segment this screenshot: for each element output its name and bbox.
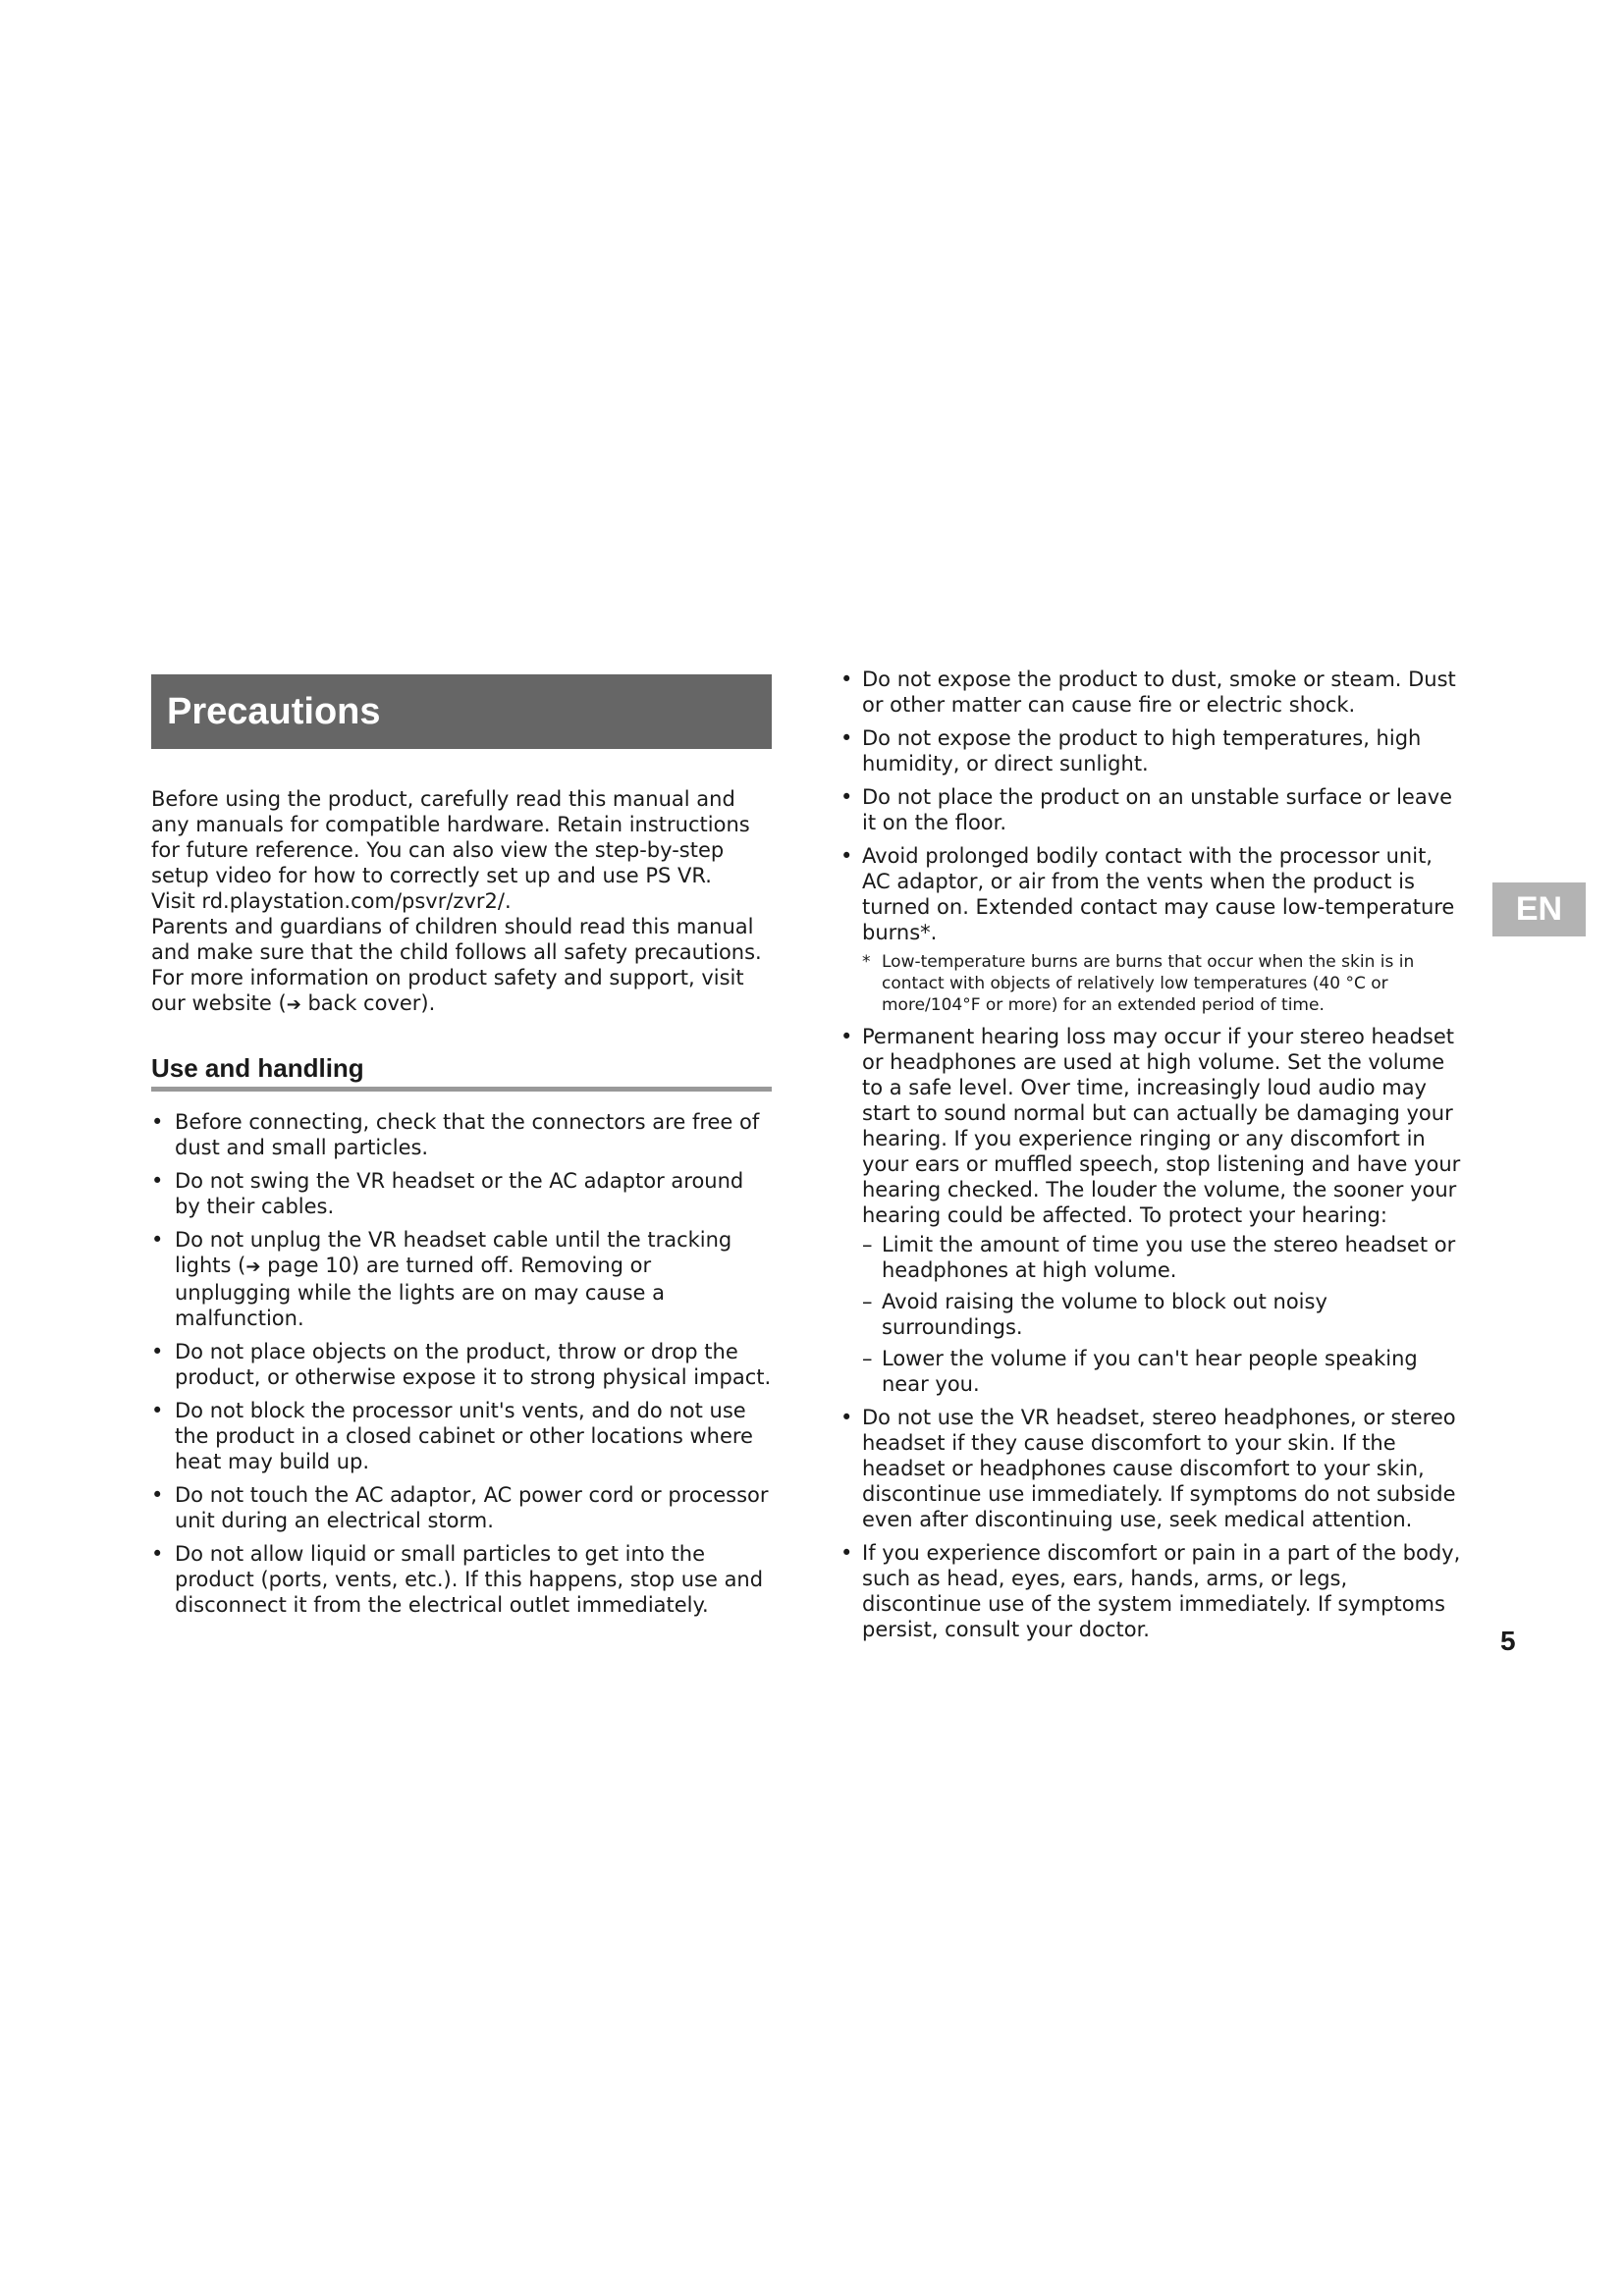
page-reference: page 10) are turned off. Removing or unplugging while the lights are on may cause a malfunction. (175, 1254, 665, 1330)
list-item-text-start: Do not unplug the VR headset cable until the tracking lights ( (175, 1228, 732, 1277)
arrow-right-icon: ➔ (286, 994, 301, 1015)
page-title-text: Precautions (167, 691, 381, 732)
intro-paragraph-3 (151, 965, 772, 1018)
list-item: • Do not expose the product to high temperatures, high humidity, or direct sunlight. (840, 725, 1465, 776)
list-item: • Do not touch the AC adaptor, AC power cord or processor unit during an electrical storm. (151, 1482, 772, 1533)
language-tab: EN (1492, 882, 1586, 936)
precautions-list-continued (840, 667, 1465, 1642)
page-number: 5 (1500, 1626, 1516, 1656)
list-item (151, 1227, 772, 1331)
use-and-handling-list (151, 1109, 772, 1618)
intro-visit-link[interactable]: Visit rd.playstation.com/psvr/zvr2/. (151, 889, 512, 913)
intro-text (151, 786, 772, 1018)
sub-list-item: – Avoid raising the volume to block out noisy surroundings. (862, 1289, 1465, 1340)
right-column (840, 667, 1465, 1650)
list-item-text: • Permanent hearing loss may occur if your stereo headset or headphones are used at high volume. Set the volume to a safe level. Over time, increasingly loud audio may start to sound normal but can actually be damaging your hearing. If you experience ringing or any discomfort in your ears or muffled speech, stop listening and have your hearing checked. The louder the volume, the sooner your hearing could be affected. To protect your hearing: (862, 1025, 1461, 1227)
intro-paragraph-1: Before using the product, carefully read this manual and any manuals for compatible hardware. Retain instructions for future reference. You can also view the step-by-step setup video for how to correctly set up and use PS VR. (151, 787, 750, 887)
list-item: • Do not swing the VR headset or the AC adaptor around by their cables. (151, 1168, 772, 1219)
intro-paragraph-2: Parents and guardians of children should read this manual and make sure that the child follows all safety precautions. (151, 915, 762, 964)
list-item: • Do not place objects on the product, throw or drop the product, or otherwise expose it to strong physical impact. (151, 1339, 772, 1390)
list-item-text: • Avoid prolonged bodily contact with the processor unit, AC adaptor, or air from the vents when the product is turned on. Extended contact may cause low-temperature burns*. (862, 844, 1455, 944)
footnote (862, 951, 1465, 1016)
page-title (151, 674, 772, 749)
footnote-text: Low-temperature burns are burns that occur when the skin is in contact with objects of relatively low temperatures (40 °C or more/104°F or more) for an extended period of time. (882, 952, 1415, 1015)
intro-paragraph-3-start: For more information on product safety and support, visit our website ( (151, 966, 744, 1015)
sub-list-item: – Lower the volume if you can't hear people speaking near you. (862, 1346, 1465, 1397)
list-item: • If you experience discomfort or pain in a part of the body, such as head, eyes, ears, hands, arms, or legs, discontinue use of the system immediately. If symptoms persist, consult your doctor. (840, 1540, 1465, 1642)
list-item: • Before connecting, check that the connectors are free of dust and small particles. (151, 1109, 772, 1160)
list-item (840, 1024, 1465, 1397)
left-column (151, 674, 772, 1626)
hearing-protection-sublist (862, 1232, 1465, 1397)
footnote-marker: * (862, 952, 871, 972)
section-heading-use-and-handling: Use and handling (151, 1055, 772, 1092)
arrow-right-icon: ➔ (245, 1256, 261, 1277)
list-item: • Do not place the product on an unstable surface or leave it on the floor. (840, 784, 1465, 835)
list-item: • Do not allow liquid or small particles to get into the product (ports, vents, etc.). If this happens, stop use and disconnect it from the electrical outlet immediately. (151, 1541, 772, 1618)
back-cover-reference: back cover). (300, 991, 436, 1015)
sub-list-item: – Limit the amount of time you use the stereo headset or headphones at high volume. (862, 1232, 1465, 1283)
list-item: • Do not expose the product to dust, smoke or steam. Dust or other matter can cause fire or electric shock. (840, 667, 1465, 718)
list-item (840, 843, 1465, 1016)
list-item: • Do not use the VR headset, stereo headphones, or stereo headset if they cause discomfort to your skin. If the headset or headphones cause discomfort to your skin, discontinue use immediately. If symptoms do not subside even after discontinuing use, seek medical attention. (840, 1405, 1465, 1532)
list-item: • Do not block the processor unit's vents, and do not use the product in a closed cabinet or other locations where heat may build up. (151, 1398, 772, 1474)
